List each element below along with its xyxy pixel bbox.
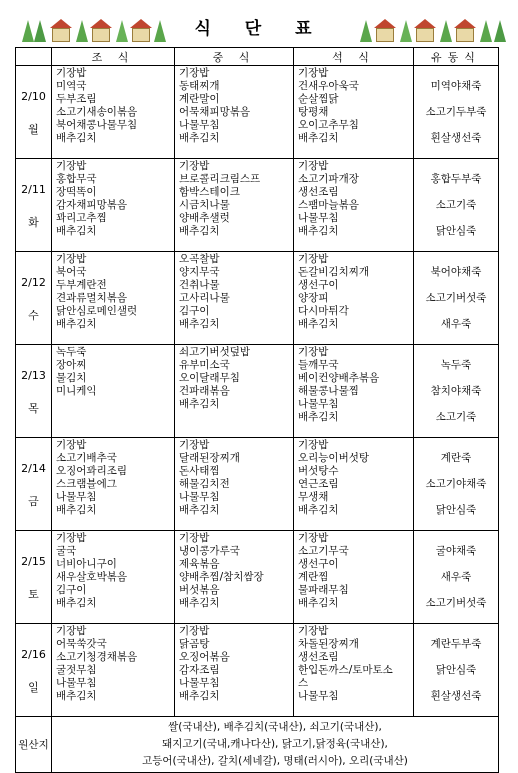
day-cell	[16, 531, 52, 624]
menu-item: 소고기청경채볶음	[56, 651, 138, 663]
day-row	[16, 438, 499, 531]
menu-item: 기장밥	[179, 625, 210, 637]
menu-item: 나물무침	[179, 491, 220, 503]
porridge-item: 굴야채죽	[435, 545, 477, 557]
menu-item: 제육볶음	[179, 558, 220, 570]
menu-item: 계란말이	[179, 93, 220, 105]
menu-item: 장아찌	[56, 359, 87, 371]
porridge-item: 소고기야채죽	[425, 478, 487, 490]
menu-item: 오이고추무침	[298, 119, 359, 131]
porridge-item: 새우죽	[440, 571, 472, 583]
menu-item: 탕평채	[298, 106, 329, 118]
lunch-cell	[175, 531, 294, 624]
menu-item: 버섯탕수	[298, 465, 339, 477]
menu-item: 다시마튀각	[298, 305, 349, 317]
lunch-cell	[175, 66, 294, 159]
weekday-label: 화	[28, 216, 39, 229]
menu-item: 버섯볶음	[179, 584, 220, 596]
menu-item: 순살찜닭	[298, 93, 339, 105]
weekday-label: 금	[28, 495, 39, 508]
menu-item: 감자채피망볶음	[56, 199, 128, 211]
porridge-item: 홍합두부죽	[430, 173, 482, 185]
menu-item: 닭안심로메인샐럿	[56, 305, 138, 317]
breakfast-cell	[52, 252, 175, 345]
col-header-liquid: 유동식	[414, 48, 499, 66]
porridge-item: 새우죽	[440, 318, 472, 330]
corner-cell	[16, 48, 52, 66]
day-row	[16, 531, 499, 624]
weekday-label: 토	[28, 588, 39, 601]
lunch-cell	[175, 438, 294, 531]
menu-item: 배추김치	[298, 225, 339, 237]
menu-item: 건파래볶음	[179, 385, 230, 397]
menu-item: 돈사태찜	[179, 465, 220, 477]
day-cell	[16, 624, 52, 717]
menu-item: 굴국	[56, 545, 77, 557]
menu-item: 꽈리고추찜	[56, 212, 107, 224]
menu-item: 동태찌개	[179, 80, 220, 92]
menu-item: 소고기파개장	[298, 173, 359, 185]
menu-item: 기장밥	[298, 532, 329, 544]
menu-item: 굴젓무침	[56, 664, 97, 676]
menu-item: 오징어볶음	[179, 651, 230, 663]
porridge-item: 소고기두부죽	[425, 106, 487, 118]
menu-item: 두부계란전	[56, 279, 107, 291]
menu-item: 기장밥	[298, 67, 329, 79]
menu-item: 배추김치	[179, 398, 220, 410]
date-label: 2/13	[21, 369, 46, 382]
menu-item: 북어국	[56, 266, 87, 278]
menu-item: 김구이	[179, 305, 210, 317]
weekday-label: 수	[28, 309, 39, 322]
menu-item: 나물무침	[298, 212, 339, 224]
menu-item: 기장밥	[179, 532, 210, 544]
menu-item: 오징어꽈리조림	[56, 465, 128, 477]
menu-item: 기장밥	[56, 625, 87, 637]
menu-item: 기장밥	[56, 532, 87, 544]
dinner-cell	[294, 438, 414, 531]
menu-item: 홍합무국	[56, 173, 97, 185]
day-cell	[16, 438, 52, 531]
menu-item: 배추김치	[298, 597, 339, 609]
menu-item: 한입돈까스/토마토소	[298, 664, 393, 676]
menu-item: 배추김치	[298, 411, 339, 423]
menu-item: 스크램블에그	[56, 478, 117, 490]
menu-item: 두부조림	[56, 93, 97, 105]
menu-item: 시금치나물	[179, 199, 230, 211]
porridge-item: 닭안심죽	[435, 504, 477, 516]
liquid-cell	[414, 624, 499, 717]
lunch-cell	[175, 345, 294, 438]
menu-item: 기장밥	[179, 67, 210, 79]
menu-item: 기장밥	[56, 160, 87, 172]
menu-item: 장떡똑이	[56, 186, 97, 198]
menu-item: 오곡찰밥	[179, 253, 220, 265]
menu-item: 나물무침	[179, 677, 220, 689]
menu-item: 기장밥	[298, 160, 329, 172]
menu-item: 나물무침	[179, 119, 220, 131]
breakfast-cell	[52, 624, 175, 717]
menu-item: 쇠고기버섯덮밥	[179, 346, 251, 358]
menu-item: 기장밥	[298, 346, 329, 358]
menu-item: 배추김치	[56, 690, 97, 702]
menu-item: 소고기새송이볶음	[56, 106, 138, 118]
menu-item: 김구이	[56, 584, 87, 596]
menu-item: 베이컨양배추볶음	[298, 372, 380, 384]
menu-item: 고사리나물	[179, 292, 230, 304]
menu-item: 나물무침	[298, 690, 339, 702]
dinner-cell	[294, 345, 414, 438]
porridge-item: 참치야채죽	[430, 385, 482, 397]
date-label: 2/15	[21, 555, 46, 568]
origin-info	[52, 717, 499, 773]
breakfast-cell	[52, 438, 175, 531]
dinner-cell	[294, 66, 414, 159]
menu-item: 양배추찜/참치쌈장	[179, 571, 264, 583]
menu-item: 계란찜	[298, 571, 329, 583]
menu-item: 스	[298, 677, 309, 689]
menu-item: 기장밥	[56, 439, 87, 451]
menu-item: 오이달래무침	[179, 372, 240, 384]
menu-item: 해물콩나물찜	[298, 385, 359, 397]
menu-item: 어묵채피망볶음	[179, 106, 251, 118]
menu-item: 닭곰탕	[179, 638, 210, 650]
village-decoration-left	[22, 8, 172, 42]
porridge-item: 닭안심죽	[435, 225, 477, 237]
menu-item: 생선조림	[298, 651, 339, 663]
dinner-cell	[294, 531, 414, 624]
liquid-cell	[414, 345, 499, 438]
menu-item: 양장피	[298, 292, 329, 304]
menu-item: 배추김치	[179, 597, 220, 609]
liquid-cell	[414, 66, 499, 159]
menu-item: 배추김치	[56, 318, 97, 330]
day-cell	[16, 252, 52, 345]
menu-item: 기장밥	[56, 67, 87, 79]
day-row	[16, 252, 499, 345]
date-label: 2/16	[21, 648, 46, 661]
weekday-label: 목	[28, 402, 39, 415]
porridge-item: 녹두죽	[440, 359, 472, 371]
menu-item: 배추김치	[56, 504, 97, 516]
menu-item: 소고기배추국	[56, 452, 117, 464]
menu-item: 나물무침	[298, 398, 339, 410]
header-row	[16, 48, 499, 66]
day-cell	[16, 345, 52, 438]
menu-item: 연근조림	[298, 478, 339, 490]
breakfast-cell	[52, 66, 175, 159]
breakfast-cell	[52, 159, 175, 252]
menu-item: 물파래무침	[298, 584, 349, 596]
liquid-cell	[414, 438, 499, 531]
menu-item: 양지무국	[179, 266, 220, 278]
dinner-cell	[294, 624, 414, 717]
menu-item: 배추김치	[298, 318, 339, 330]
menu-item: 기장밥	[56, 253, 87, 265]
menu-item: 북어채콩나물무침	[56, 119, 138, 131]
porridge-item: 소고기버섯죽	[425, 292, 487, 304]
dinner-cell	[294, 159, 414, 252]
lunch-cell	[175, 624, 294, 717]
menu-item: 냉이콩가루국	[179, 545, 240, 557]
menu-item: 기장밥	[298, 439, 329, 451]
village-decoration-right	[360, 8, 510, 42]
liquid-cell	[414, 252, 499, 345]
porridge-item: 북어야채죽	[430, 266, 482, 278]
liquid-cell	[414, 531, 499, 624]
porridge-item: 미역야채죽	[430, 80, 482, 92]
menu-item: 배추김치	[298, 504, 339, 516]
origin-line: 돼지고기(국내,캐나다산), 닭고기,닭정육(국내산),	[162, 738, 388, 750]
breakfast-cell	[52, 531, 175, 624]
porridge-item: 닭안심죽	[435, 664, 477, 676]
menu-item: 생선구이	[298, 279, 339, 291]
menu-item: 물김치	[56, 372, 87, 384]
menu-item: 배추김치	[179, 504, 220, 516]
origin-line: 고등어(국내산), 갈치(세네갈), 명태(러시아), 오리(국내산)	[142, 755, 408, 767]
menu-item: 미역국	[56, 80, 87, 92]
date-label: 2/12	[21, 276, 46, 289]
menu-item: 소고기무국	[298, 545, 349, 557]
menu-item: 기장밥	[179, 160, 210, 172]
menu-item: 스팸마늘볶음	[298, 199, 359, 211]
origin-line: 쌀(국내산), 배추김치(국내산), 쇠고기(국내산),	[168, 721, 382, 733]
menu-item: 해물김치전	[179, 478, 230, 490]
menu-item: 오리능이버섯탕	[298, 452, 370, 464]
porridge-item: 계란두부죽	[430, 638, 482, 650]
weekday-label: 일	[28, 681, 39, 694]
porridge-item: 계란죽	[440, 452, 472, 464]
menu-item: 유부미소국	[179, 359, 230, 371]
porridge-item: 흰살생선죽	[430, 690, 482, 702]
menu-item: 미니케익	[56, 385, 97, 397]
menu-item: 나물무침	[56, 677, 97, 689]
menu-item: 녹두죽	[56, 346, 87, 358]
menu-item: 배추김치	[179, 225, 220, 237]
porridge-item: 소고기죽	[435, 199, 477, 211]
menu-item: 배추김치	[56, 225, 97, 237]
porridge-item: 소고기죽	[435, 411, 477, 423]
menu-item: 돈갈비김치찌개	[298, 266, 370, 278]
lunch-cell	[175, 252, 294, 345]
menu-item: 나물무침	[56, 491, 97, 503]
menu-item	[56, 398, 174, 411]
menu-item: 무생채	[298, 491, 329, 503]
menu-item: 함박스테이크	[179, 186, 240, 198]
page-header	[0, 0, 518, 48]
menu-item	[56, 411, 174, 424]
origin-row	[16, 717, 499, 773]
menu-item: 생선구이	[298, 558, 339, 570]
day-row	[16, 624, 499, 717]
menu-item: 견과류멸치볶음	[56, 292, 128, 304]
breakfast-cell	[52, 345, 175, 438]
day-cell	[16, 66, 52, 159]
menu-item: 브로콜리크림스프	[179, 173, 261, 185]
menu-item: 새우살호박볶음	[56, 571, 128, 583]
day-row	[16, 159, 499, 252]
weekday-label: 월	[28, 123, 39, 136]
menu-item: 배추김치	[179, 318, 220, 330]
menu-item: 차돌된장찌개	[298, 638, 359, 650]
date-label: 2/14	[21, 462, 46, 475]
day-row	[16, 345, 499, 438]
page-title: 식 단 표	[194, 19, 326, 39]
menu-item: 배추김치	[298, 132, 339, 144]
porridge-item: 흰살생선죽	[430, 132, 482, 144]
menu-item: 달래된장찌개	[179, 452, 240, 464]
lunch-cell	[175, 159, 294, 252]
menu-item: 배추김치	[179, 132, 220, 144]
col-header-breakfast: 조 식	[52, 48, 175, 66]
menu-item	[179, 411, 293, 424]
menu-item: 건취나물	[179, 279, 220, 291]
date-label: 2/10	[21, 90, 46, 103]
col-header-dinner: 석 식	[294, 48, 414, 66]
col-header-lunch: 중 식	[175, 48, 294, 66]
menu-item: 생선조림	[298, 186, 339, 198]
menu-item: 기장밥	[298, 253, 329, 265]
menu-item: 너비아니구이	[56, 558, 117, 570]
origin-label: 원산지	[16, 717, 52, 773]
day-cell	[16, 159, 52, 252]
day-row	[16, 66, 499, 159]
menu-item: 기장밥	[298, 625, 329, 637]
porridge-item: 소고기버섯죽	[425, 597, 487, 609]
menu-item: 배추김치	[56, 597, 97, 609]
menu-item: 들깨무국	[298, 359, 339, 371]
menu-item: 기장밥	[179, 439, 210, 451]
date-label: 2/11	[21, 183, 46, 196]
menu-item: 어묵쑥갓국	[56, 638, 107, 650]
menu-item: 배추김치	[56, 132, 97, 144]
menu-item: 양배추샐럿	[179, 212, 230, 224]
menu-item: 감자조림	[179, 664, 220, 676]
menu-item: 배추김치	[179, 690, 220, 702]
liquid-cell	[414, 159, 499, 252]
meal-table	[15, 47, 499, 773]
menu-item: 건새우아욱국	[298, 80, 359, 92]
dinner-cell	[294, 252, 414, 345]
